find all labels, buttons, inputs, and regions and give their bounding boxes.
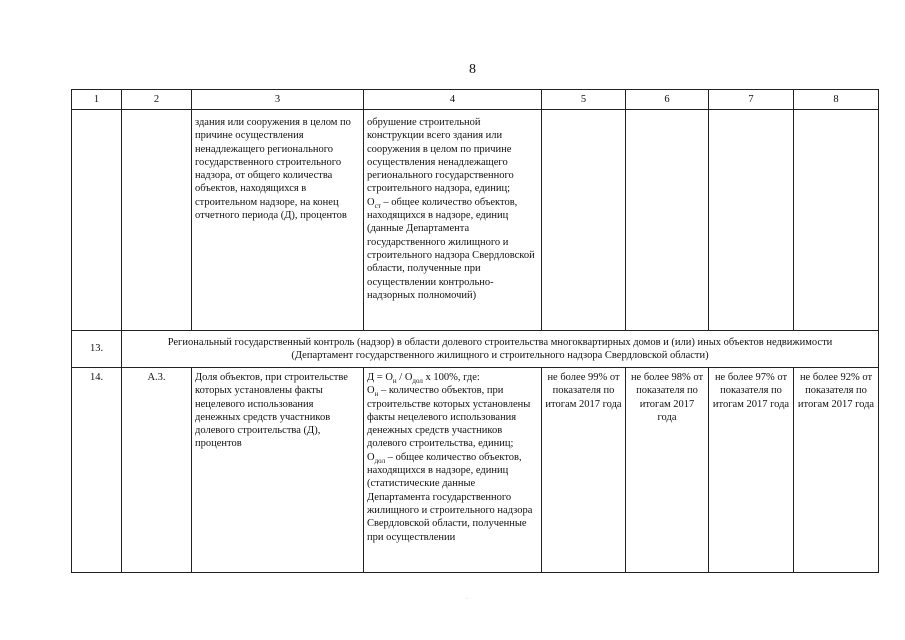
cell-number: 14. [72,368,122,573]
cell-formula [364,368,542,573]
section-row [72,331,879,368]
variable-letter: О [367,196,375,208]
formula-text: Д = О [367,372,393,383]
cell-value [626,110,709,331]
formula-text: х 100%, где: [422,372,480,383]
header-cell: 2 [122,90,192,110]
scan-mark: · [466,596,468,602]
cell-value [794,110,879,331]
variable-subscript: н [392,377,397,386]
page-number: 8 [469,62,476,77]
formula-text: / О [396,372,413,383]
formula-text: обрушение строительной конструкции всего здания или сооружения в целом по причине осуществления ненадлежащего регионального государственного строительного надзора, единиц; [367,117,514,195]
variable-letter: О [367,451,375,463]
header-cell: 1 [72,90,122,110]
section-title [122,331,879,368]
variable-subscript: дол [412,377,423,386]
header-cell: 6 [626,90,709,110]
header-cell: 7 [709,90,794,110]
cell-value-year1: не более 99% от показателя по итогам 2017 года [542,368,626,573]
cell-value [709,110,794,331]
header-cell: 8 [794,90,879,110]
cell-number [72,110,122,331]
indicators-table [71,89,879,573]
variable-subscript: дол [374,456,386,465]
table-row [72,110,879,331]
cell-indicator-name: здания или сооружения в целом по причине осуществления ненадлежащего регионального государственного строительного надзора, от общего количества объектов, находящихся в строительном надзоре, на конец отчетного периода (Д), процентов [192,110,364,331]
formula-text: – общее количество объектов, находящихся в надзоре, единиц (данные Департамента государственного жилищного и строительного надзора Свердловской области, полученные при осуществлении контрольно-надзорных полномочий) [367,196,535,301]
section-number: 13. [72,331,122,368]
cell-code [122,110,192,331]
cell-value [542,110,626,331]
header-row [72,90,879,110]
cell-indicator-name: Доля объектов, при строительстве которых установлены факты нецелевого использования денежных средств участников долевого строительства (Д), процентов [192,368,364,573]
variable-subscript: н [374,390,379,399]
formula-text: – количество объектов, при строительстве которых установлены факты нецелевого использования денежных средств участников долевого строительства, единиц; [367,385,531,450]
cell-code: А.3. [122,368,192,573]
header-cell: 5 [542,90,626,110]
section-title-line2: (Департамент государственного жилищного и строительного надзора Свердловской области) [291,350,709,361]
section-title-line1: Региональный государственный контроль (надзор) в области долевого строительства многоквартирных домов и (или) иных объектов недвижимости [167,337,833,348]
table-row [72,368,879,573]
cell-value-year4: не более 92% от показателя по итогам 2017 года [794,368,879,573]
variable-subscript: ст [374,201,381,210]
cell-value-year2: не более 98% от показателя по итогам 2017 года [626,368,709,573]
cell-formula [364,110,542,331]
variable-letter: О [367,385,375,397]
formula-text: – общее количество объектов, находящихся в надзоре, единиц (статистические данные Департамента государственного жилищного и строительного надзора Свердловской области, полученные при осуществлении [367,451,533,543]
header-cell: 3 [192,90,364,110]
cell-value-year3: не более 97% от показателя по итогам 2017 года [709,368,794,573]
header-cell: 4 [364,90,542,110]
